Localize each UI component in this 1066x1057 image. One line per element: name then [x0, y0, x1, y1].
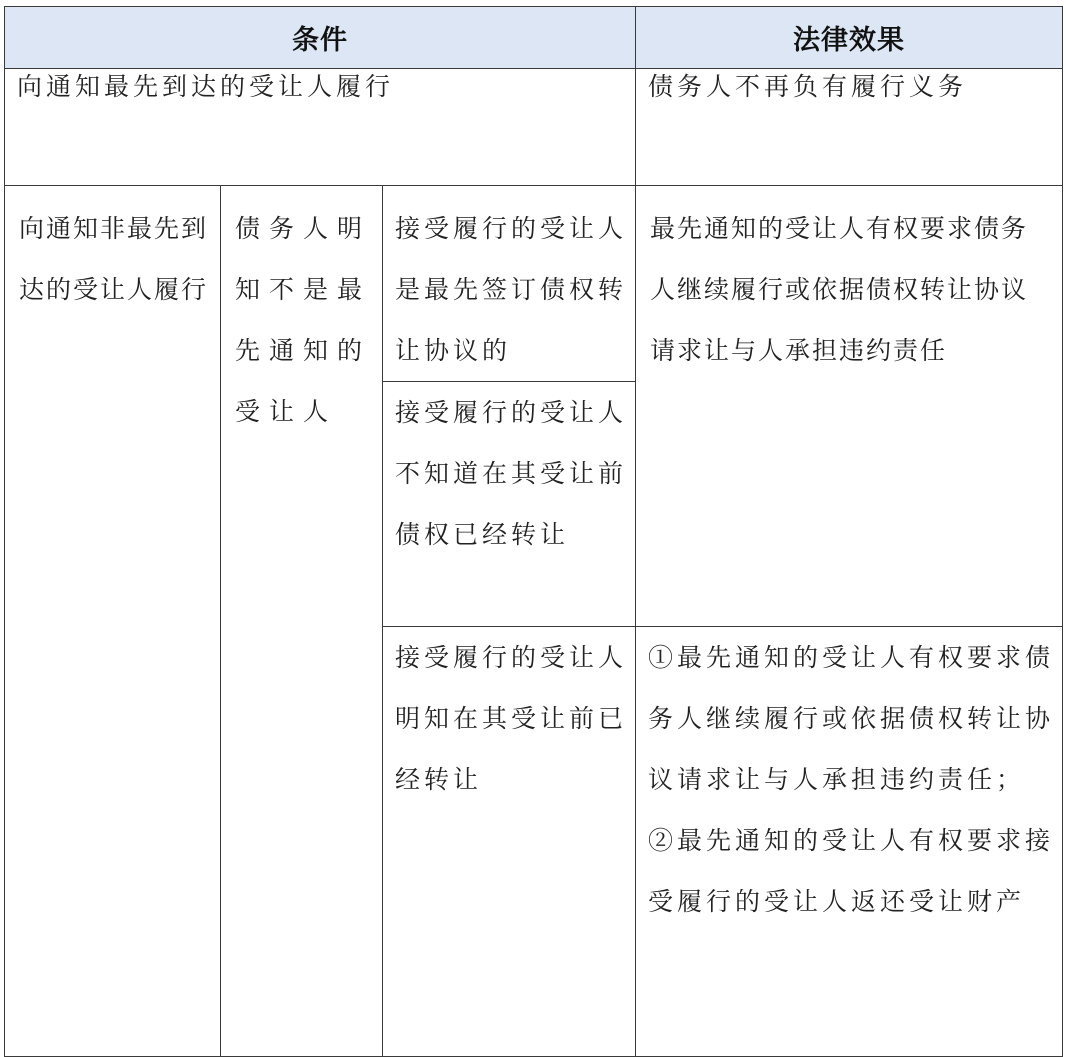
case-signed-first-text: 接受履行的受让人是最先签订债权转让协议的: [395, 214, 628, 365]
header-legal-effect: 法律效果: [636, 7, 1063, 69]
case-unaware-text: 接受履行的受让人不知道在其受让前债权已经转让: [395, 398, 628, 549]
effect-aware-text: ①最先通知的受让人有权要求债务人继续履行或依据债权转让协议请求让与人承担违约责任； ②最先通知的受让人有权要求接受履行的受让人返还受让财产: [648, 643, 1055, 916]
effect-shared-text: 最先通知的受让人有权要求债务人继续履行或依据债权转让协议请求让与人承担违约责任: [650, 214, 1029, 365]
cell-case-unaware: [383, 382, 636, 627]
condition-first-arrived-text: 向通知最先到达的受让人履行: [17, 72, 395, 101]
law-effect-table: [4, 6, 1063, 1057]
row-first-arrived: [5, 69, 1063, 186]
cell-debtor-knows: [221, 186, 383, 1057]
cell-case-signed-first: [383, 186, 636, 382]
cell-condition-not-first: [5, 186, 221, 1057]
header-condition: 条件: [5, 7, 636, 69]
cell-effect-shared: [636, 186, 1063, 627]
row-signed-first: [5, 186, 1063, 382]
header-row: [5, 7, 1063, 69]
condition-not-first-text: 向通知非最先到达的受让人履行: [19, 214, 209, 304]
cell-effect-aware: [636, 627, 1063, 1057]
effect-first-arrived-text: 债务人不再负有履行义务: [648, 72, 968, 101]
cell-effect-first-arrived: [636, 69, 1063, 186]
debtor-knows-text: 债务人明知不是最先通知的受让人: [235, 214, 372, 426]
cell-case-aware: [383, 627, 636, 1057]
cell-condition-first-arrived: [5, 69, 636, 186]
case-aware-text: 接受履行的受让人明知在其受让前已经转让: [395, 643, 628, 794]
